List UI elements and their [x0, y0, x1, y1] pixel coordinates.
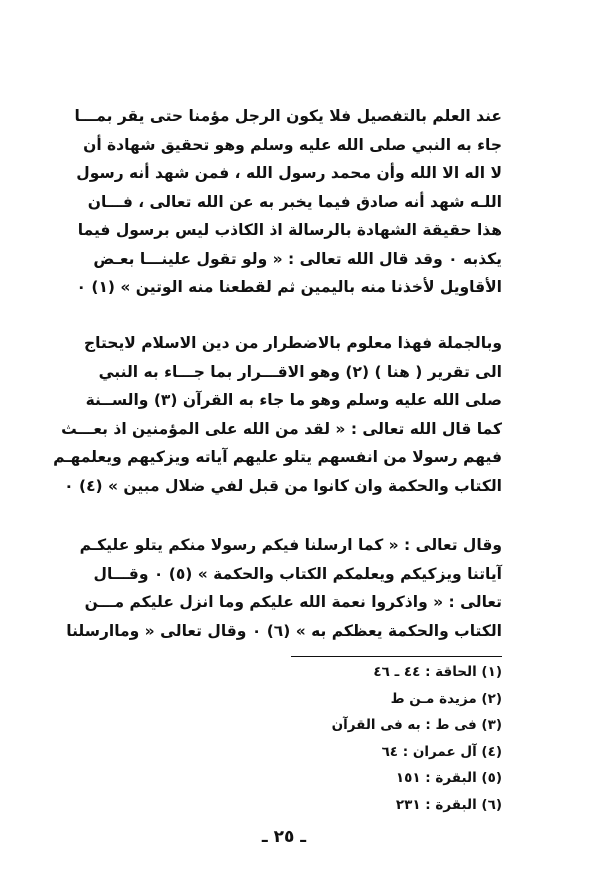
paragraph-1 — [66, 102, 502, 302]
text-line: فيهم رسولا من انفسهم يتلو عليهم آياته ويزكيهم ويعلمهـم — [53, 448, 502, 466]
page-number: ـ ٢٥ ـ — [261, 827, 307, 847]
text-line: يكذبه ٠ وقد قال الله تعالى : « ولو تقول علينـــا بعـض — [93, 249, 502, 268]
footnote-5: (٥) البقرة : ١٥١ — [395, 770, 502, 786]
text-line: عند العلم بالتفصيل فلا يكون الرجل مؤمنا حتى يقر بمـــا — [74, 107, 502, 125]
text-line: صلى الله عليه وسلم وهو ما جاء به القرآن (٣) والســنة — [85, 391, 502, 409]
text-line: لا اله الا الله وأن محمد رسول الله ، فمن شهد أنه رسول — [76, 164, 502, 182]
text-line: تعالى : « واذكروا نعمة الله عليكم وما انزل عليكم مـــن — [84, 593, 502, 611]
text-line: جاء به النبي صلى الله عليه وسلم وهو تحقيق شهادة أن — [83, 135, 502, 154]
text-line: اللـه شهد أنه صادق فيما يخبر به عن الله تعالى ، فـــان — [87, 192, 502, 211]
paragraph-3 — [66, 531, 502, 645]
text-line: الكتاب والحكمة وان كانوا من قبل لفي ضلال مبين » (٤) ٠ — [64, 476, 502, 495]
footnote-2: (٢) مزيدة مـن ط — [390, 690, 502, 707]
text-line: الى تقرير ( هنا ) (٢) وهو الاقـــرار بما جـــاء به النبي — [98, 362, 502, 381]
text-line: كما قال الله تعالى : « لقد من الله على المؤمنين اذ بعـــث — [61, 419, 502, 438]
footnotes — [300, 659, 502, 818]
text-line: وبالجملة فهذا معلوم بالاضطرار من دين الاسلام لايحتاج — [83, 334, 502, 352]
footnote-6: (٦) البقرة : ٢٣١ — [395, 796, 502, 813]
text-line: هذا حقيقة الشهادة بالرسالة اذ الكاذب ليس برسول فيما — [77, 221, 502, 239]
text-line: الكتاب والحكمة يعظكم به » (٦) ٠ وقال تعالى « وماارسلنا — [66, 621, 502, 640]
text-line: الأقاويل لأخذنا منه باليمين ثم لقطعنا منه الوتين » (١) ٠ — [76, 278, 502, 296]
text-line: وقال تعالى : « كما ارسلنا فيكم رسولا منكم يتلو عليكـم — [79, 536, 502, 554]
text-line: آياتنا ويزكيكم ويعلمكم الكتاب والحكمة » (٥) ٠ وقـــال — [93, 564, 502, 583]
footnote-4: (٤) آل عمران : ٦٤ — [381, 743, 502, 760]
paragraph-2 — [53, 329, 502, 500]
footnote-1: (١) الحاقة : ٤٤ ـ ٤٦ — [373, 664, 502, 680]
footnote-3: (٣) فى ط : به فى القرآن — [331, 717, 502, 733]
footnote-divider — [291, 656, 502, 657]
